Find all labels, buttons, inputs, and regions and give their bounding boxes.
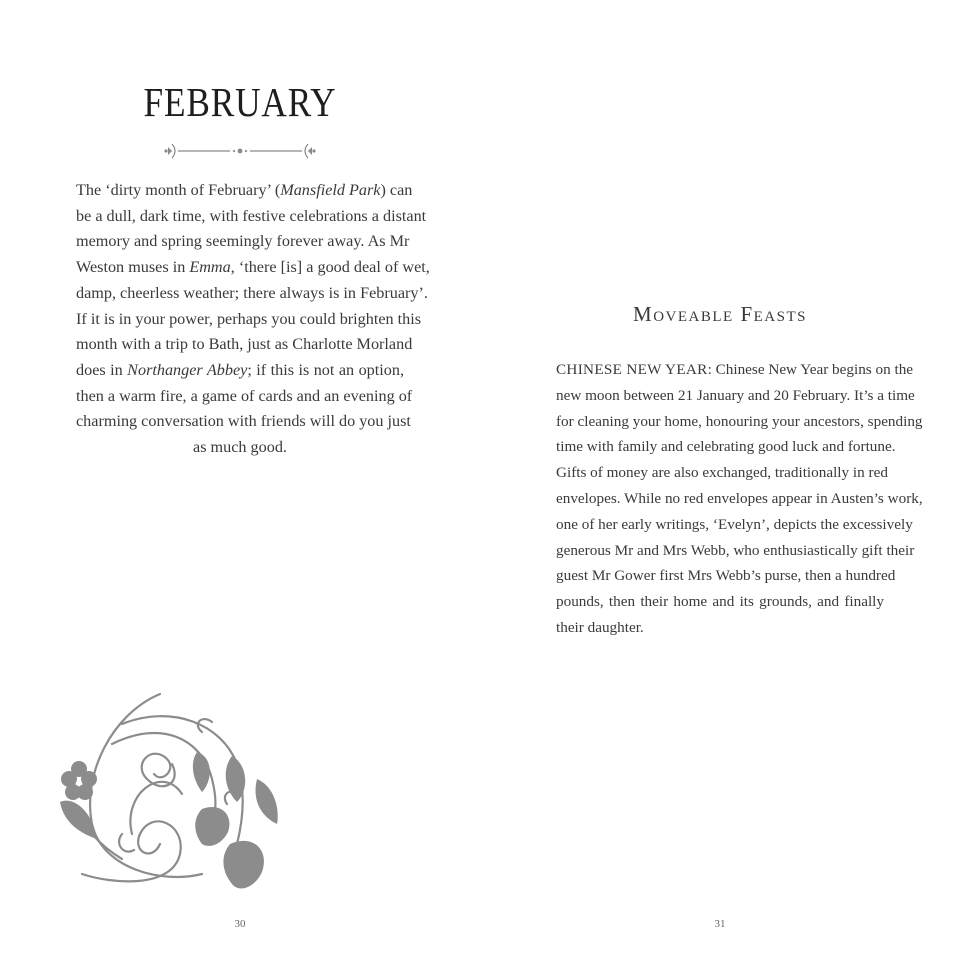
body-line: then a warm fire, a game of cards and an evening of <box>76 386 413 405</box>
chinese-new-year-paragraph <box>556 357 923 641</box>
body-line: be a dull, dark time, with festive celebrations a distant <box>76 206 427 225</box>
lead-term: CHINESE NEW YEAR <box>556 361 708 378</box>
page-number: 30 <box>234 918 246 930</box>
page-number: 31 <box>714 918 726 930</box>
body-line: as much good. <box>193 438 287 457</box>
chapter-intro-paragraph <box>76 178 430 461</box>
right-page <box>480 0 960 960</box>
body-line: Weston muses in Emma, ‘there [is] a good deal of wet, <box>76 258 430 277</box>
body-line: does in Northanger Abbey; if this is not an option, <box>76 360 404 379</box>
section-heading: Moveable Feasts <box>633 302 807 326</box>
body-line: memory and spring seemingly forever away. As Mr <box>76 232 410 251</box>
vine-divider-ornament-icon <box>160 142 320 160</box>
body-line: pounds, then their home and its grounds, and finally <box>556 593 884 611</box>
body-line: CHINESE NEW YEAR: Chinese New Year begins on the <box>556 361 914 378</box>
body-line: their daughter. <box>556 618 644 636</box>
body-line: charming conversation with friends will do you just <box>76 412 411 431</box>
body-line: one of her early writings, ‘Evelyn’, depicts the excessively <box>556 515 913 533</box>
body-line: If it is in your power, perhaps you could brighten this <box>76 309 422 328</box>
body-line: guest Mr Gower first Mrs Webb’s purse, then a hundred <box>556 567 896 585</box>
body-line: The ‘dirty month of February’ (Mansfield Park) can <box>76 181 413 199</box>
body-line: envelopes. While no red envelopes appear in Austen’s work, <box>556 489 923 507</box>
body-line: generous Mr and Mrs Webb, who enthusiastically gift their <box>556 541 915 559</box>
body-line: new moon between 21 January and 20 February. It’s a time <box>556 386 915 404</box>
body-line: for cleaning your home, honouring your ancestors, spending <box>556 412 923 430</box>
body-line: damp, cheerless weather; there always is in February’. <box>76 283 428 302</box>
body-line: Gifts of money are also exchanged, traditionally in red <box>556 464 888 482</box>
body-line: month with a trip to Bath, just as Charlotte Morland <box>76 335 413 354</box>
body-line: time with family and celebrating good luck and fortune. <box>556 438 896 456</box>
strawberry-vine-flourish-icon <box>52 684 292 894</box>
chapter-title: FEBRUARY <box>143 79 337 125</box>
